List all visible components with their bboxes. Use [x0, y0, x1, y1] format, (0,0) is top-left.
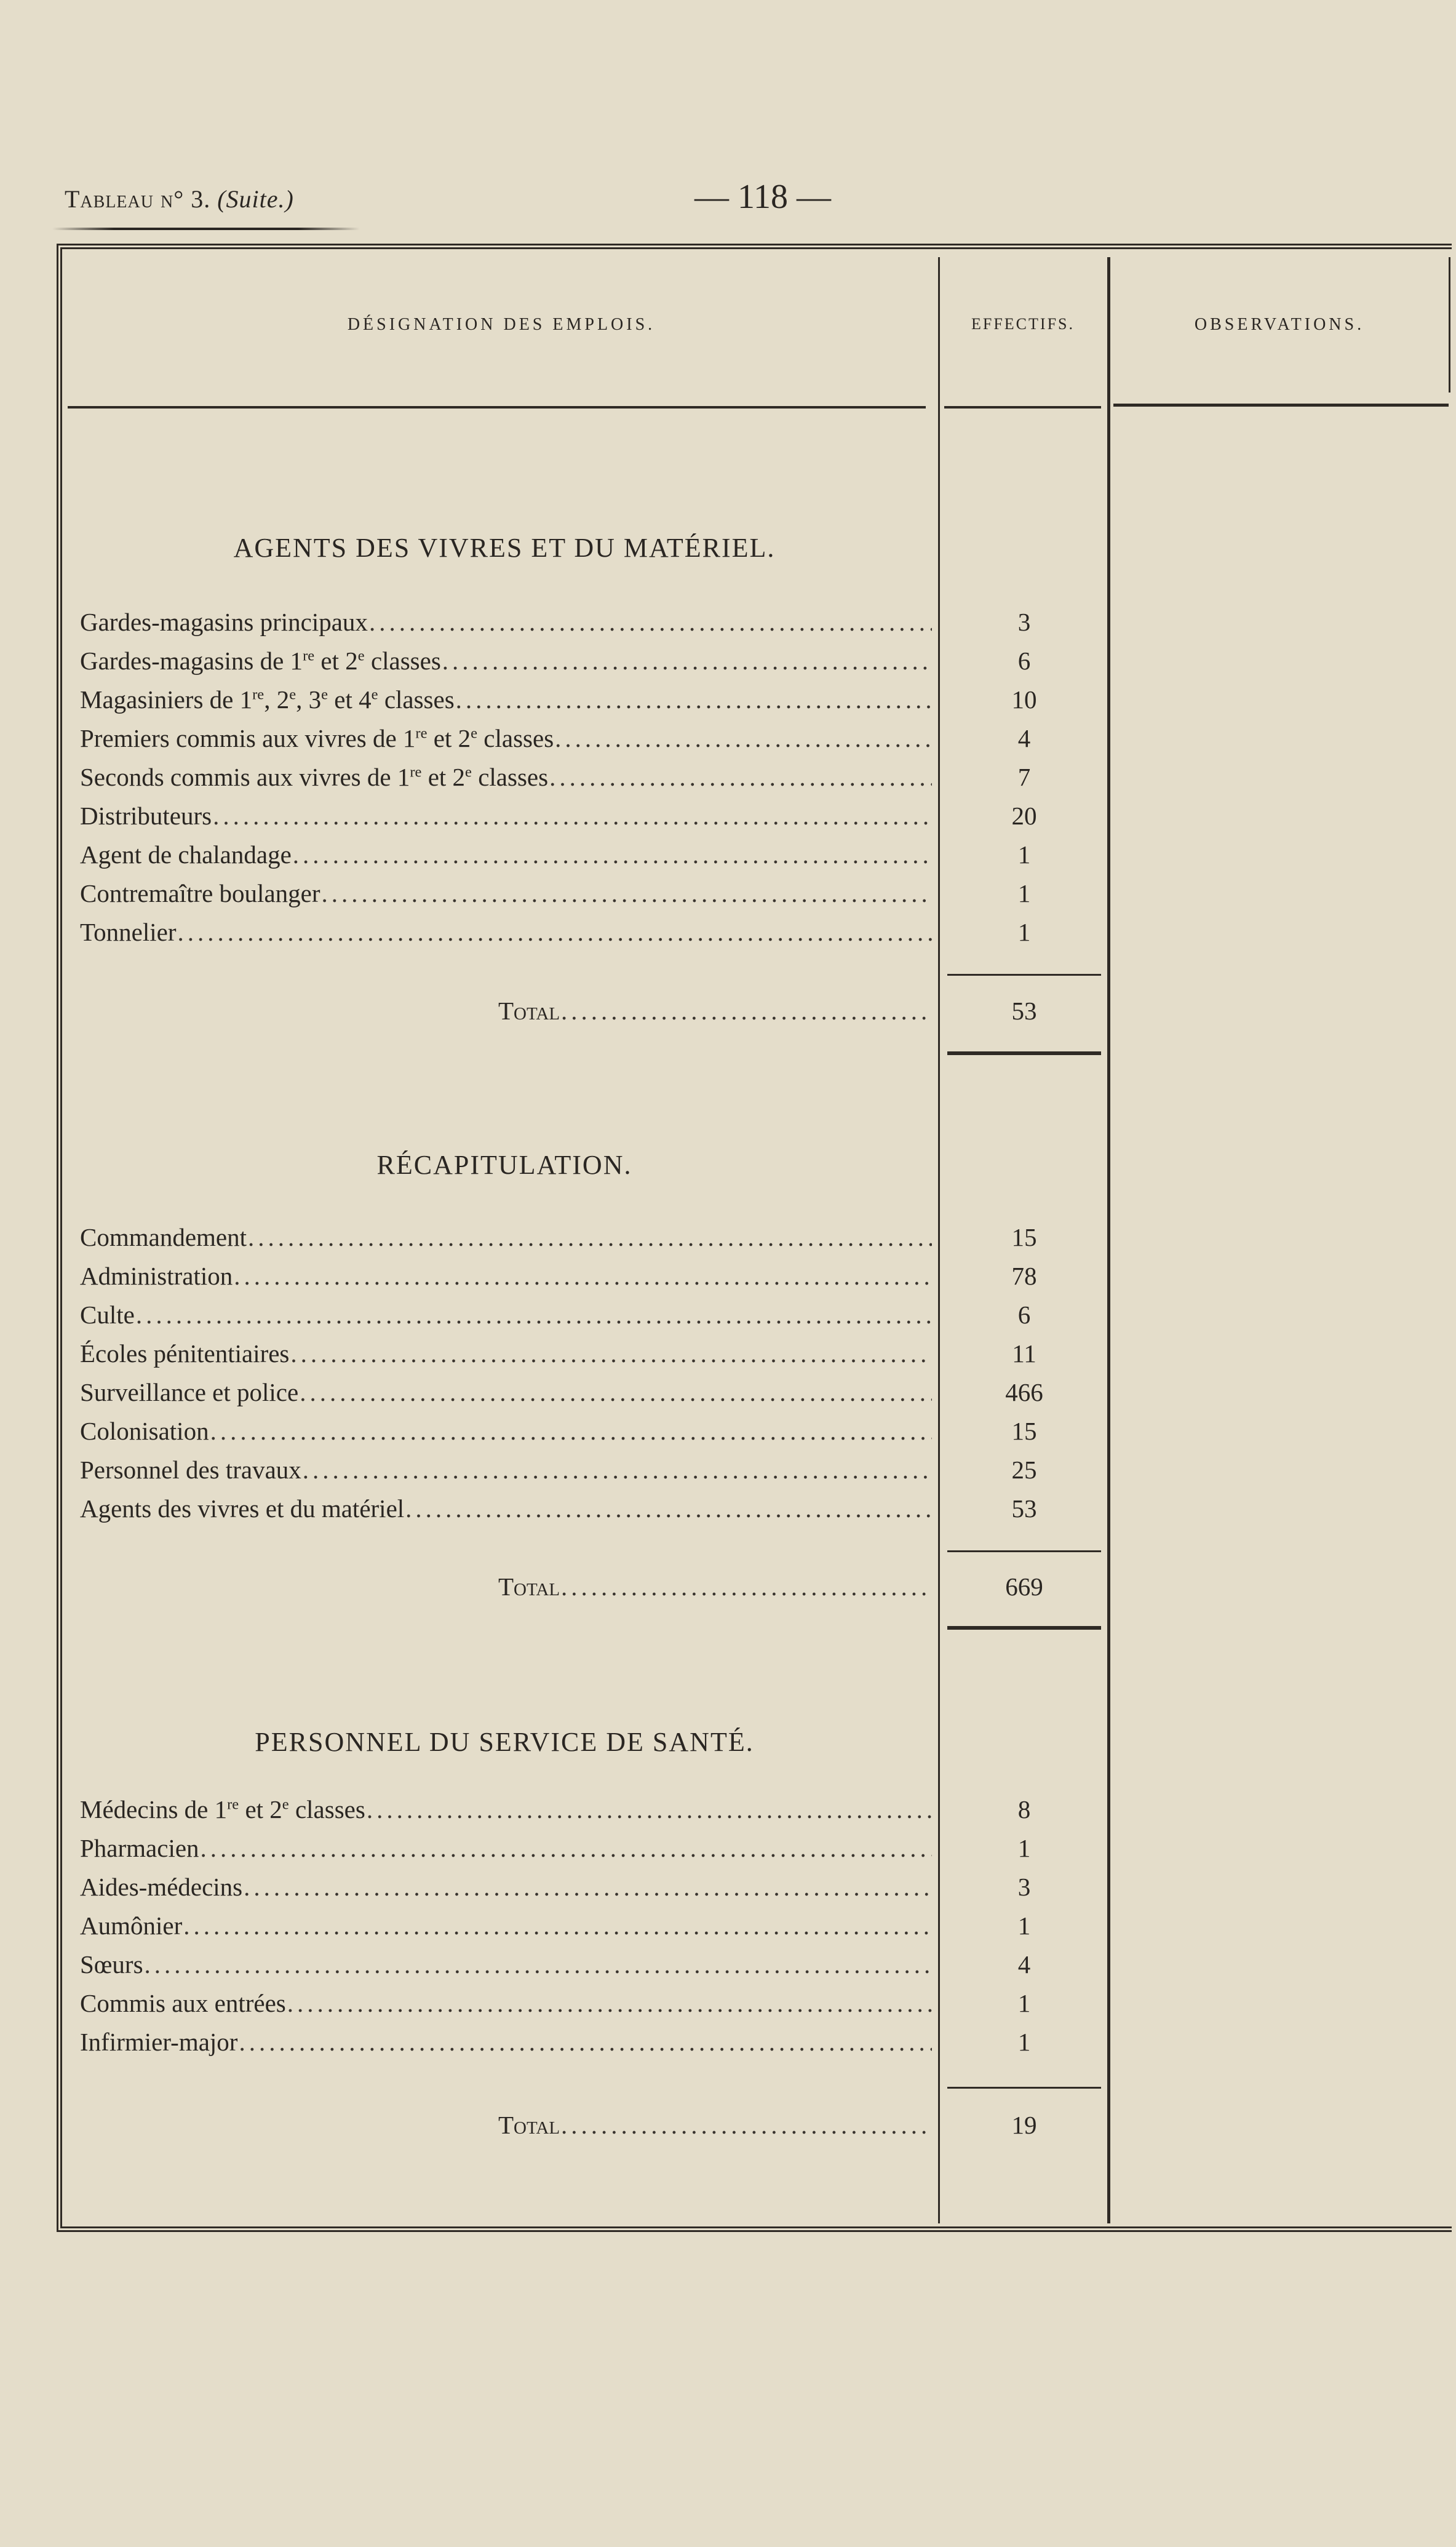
table-row	[80, 603, 932, 641]
table-row	[80, 1489, 932, 1528]
row-value: 20	[1011, 802, 1037, 830]
total-value: 669	[1005, 1572, 1043, 1601]
row-label: Pharmacien	[80, 1834, 199, 1862]
table-row	[80, 2023, 932, 2061]
row-label: Seconds commis aux vivres de 1re et 2e classes	[80, 763, 549, 791]
row-value: 78	[1011, 1262, 1037, 1290]
row-label: Médecins de 1re et 2e classes	[80, 1795, 365, 1824]
section-title-vivres: AGENTS DES VIVRES ET DU MATÉRIEL.	[233, 533, 776, 563]
table-row	[80, 1984, 932, 2022]
section-title-sante: PERSONNEL DU SERVICE DE SANTÉ.	[255, 1727, 754, 1757]
row-label: Écoles pénitentiaires	[80, 1339, 290, 1368]
row-value: 1	[1017, 1989, 1031, 2017]
row-label: Aumônier	[80, 1911, 183, 1940]
row-label: Personnel des travaux	[80, 1456, 301, 1484]
total-value: 53	[1011, 997, 1037, 1025]
column-header-observations: OBSERVATIONS.	[1194, 315, 1365, 334]
section-title-recapitulation: RÉCAPITULATION.	[376, 1150, 632, 1180]
row-value: 6	[1017, 647, 1031, 675]
row-value: 3	[1017, 1873, 1031, 1901]
table-row	[80, 1412, 932, 1450]
total-value: 19	[1011, 2111, 1037, 2139]
table-row	[80, 1451, 932, 1489]
row-value: 7	[1017, 763, 1031, 791]
table-label	[65, 185, 294, 213]
row-label: Infirmier-major	[80, 2028, 238, 2056]
header-rule-1	[68, 406, 926, 409]
table-row	[80, 1907, 932, 1945]
row-label: Surveillance et police	[80, 1378, 299, 1406]
row-label: Colonisation	[80, 1417, 209, 1445]
total-label: Total	[498, 997, 560, 1025]
header-rule-3	[1113, 404, 1449, 407]
row-value: 1	[1017, 2028, 1031, 2056]
table-row	[80, 874, 932, 912]
table-row	[80, 1218, 932, 1256]
row-label: Gardes-magasins principaux	[80, 608, 368, 636]
total-row	[498, 2106, 932, 2144]
row-label: Magasiniers de 1re, 2e, 3e et 4e classes	[80, 685, 455, 714]
label-underline	[52, 228, 360, 230]
table-row	[80, 1334, 932, 1373]
row-value: 15	[1011, 1417, 1037, 1445]
row-label: Agents des vivres et du matériel	[80, 1494, 405, 1523]
row-label: Gardes-magasins de 1re et 2e classes	[80, 647, 441, 675]
row-label: Agent de chalandage	[80, 840, 292, 869]
column-divider-2	[1107, 257, 1110, 2223]
total-label: Total	[498, 2111, 560, 2139]
header-rule-2	[944, 406, 1101, 409]
row-value: 4	[1017, 724, 1031, 752]
row-label: Distributeurs	[80, 802, 212, 830]
page-number: — 118 —	[694, 178, 831, 216]
table-row	[80, 797, 932, 835]
table-row	[80, 835, 932, 874]
table-row	[80, 1373, 932, 1411]
total-label: Total	[498, 1572, 560, 1601]
row-label: Tonnelier	[80, 918, 177, 946]
table-row	[80, 1945, 932, 1983]
row-value: 466	[1005, 1378, 1043, 1406]
sum-rule-double	[947, 1626, 1101, 1630]
table-row	[80, 913, 932, 951]
table-row	[80, 1257, 932, 1295]
row-value: 1	[1017, 879, 1031, 907]
column-header-effectifs: EFFECTIFS.	[971, 315, 1075, 333]
row-value: 1	[1017, 918, 1031, 946]
table-row	[80, 1829, 932, 1867]
page-header	[0, 0, 1456, 246]
row-label: Culte	[80, 1301, 135, 1329]
row-label: Contremaître boulanger	[80, 879, 320, 907]
sum-rule-double	[947, 1051, 1101, 1055]
row-value: 25	[1011, 1456, 1037, 1484]
column-divider-1	[938, 257, 940, 2223]
row-value: 1	[1017, 1911, 1031, 1940]
row-value: 53	[1011, 1494, 1037, 1523]
row-label: Commis aux entrées	[80, 1989, 286, 2017]
row-value: 3	[1017, 608, 1031, 636]
table-row	[80, 1790, 932, 1828]
table-number: 3.	[191, 185, 211, 213]
row-label: Premiers commis aux vivres de 1re et 2e classes	[80, 724, 554, 752]
total-row	[498, 992, 932, 1030]
table-row	[80, 642, 932, 680]
row-value: 4	[1017, 1950, 1031, 1979]
table-row	[80, 758, 932, 796]
column-header-designation: DÉSIGNATION DES EMPLOIS.	[347, 315, 656, 334]
sum-rule	[947, 2087, 1101, 2089]
table-row	[80, 1296, 932, 1334]
total-row	[498, 1568, 932, 1606]
row-label: Aides-médecins	[80, 1873, 243, 1901]
table-row	[80, 680, 932, 719]
suite-label: (Suite.)	[217, 185, 294, 213]
row-value: 10	[1011, 685, 1037, 714]
row-value: 8	[1017, 1795, 1031, 1824]
row-value: 1	[1017, 1834, 1031, 1862]
row-value: 6	[1017, 1301, 1031, 1329]
table-label-text: Tableau n°	[65, 185, 185, 213]
row-value: 1	[1017, 840, 1031, 869]
row-value: 15	[1011, 1223, 1037, 1251]
row-label: Sœurs	[80, 1950, 143, 1979]
sum-rule	[947, 974, 1101, 976]
row-label: Commandement	[80, 1223, 247, 1251]
row-label: Administration	[80, 1262, 233, 1290]
row-value: 11	[1012, 1339, 1036, 1368]
table-row	[80, 1868, 932, 1906]
table-row	[80, 719, 932, 757]
sum-rule	[947, 1550, 1101, 1552]
right-edge	[1449, 257, 1450, 393]
